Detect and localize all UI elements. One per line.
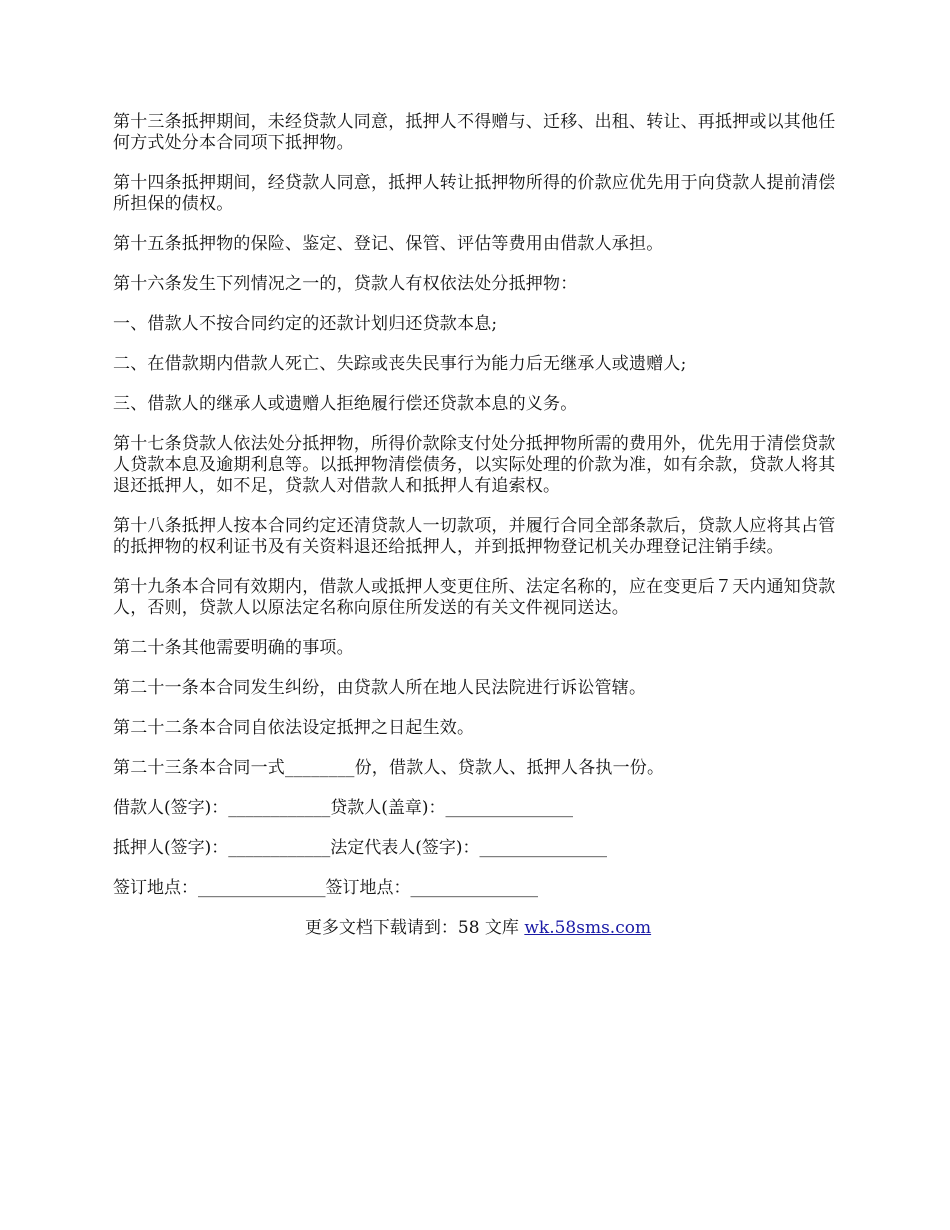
clause-15: 第十五条抵押物的保险、鉴定、登记、保管、评估等费用由借款人承担。 <box>113 234 664 254</box>
clause-16: 第十六条发生下列情况之一的，贷款人有权依法处分抵押物： <box>113 274 578 294</box>
clause-20: 第二十条其他需要明确的事项。 <box>113 638 354 658</box>
document-body <box>113 112 843 939</box>
clause-13: 第十三条抵押期间，未经贷款人同意，抵押人不得赠与、迁移、出租、转让、再抵押或以其他任何方式处分本合同项下抵押物。 <box>113 112 836 153</box>
footer-text: 更多文档下载请到：58 文库 <box>304 918 525 938</box>
clause-19: 第十九条本合同有效期内，借款人或抵押人变更住所、法定名称的，应在变更后７天内通知贷款人，否则，贷款人以原法定名称向原住所发送的有关文件视同送达。 <box>113 577 836 618</box>
clause-22: 第二十二条本合同自依法设定抵押之日起生效。 <box>113 718 475 738</box>
clause-16-item-3: 三、借款人的继承人或遗赠人拒绝履行偿还贷款本息的义务。 <box>113 394 578 414</box>
signature-borrower-lender: 借款人(签字)：____________贷款人(盖章)：_______________ <box>113 798 574 818</box>
clause-17: 第十七条贷款人依法处分抵押物，所得价款除支付处分抵押物所需的费用外，优先用于清偿贷款人贷款本息及逾期利息等。以抵押物清偿债务，以实际处理的价款为准，如有余款，贷款人将其退还抵押人，如不足，贷款人对借款人和抵押人有追索权。 <box>113 434 836 496</box>
clause-23: 第二十三条本合同一式________份，借款人、贷款人、抵押人各执一份。 <box>113 758 665 778</box>
signature-mortgagor-representative: 抵押人(签字)：____________法定代表人(签字)：_______________ <box>113 838 608 858</box>
clause-21: 第二十一条本合同发生纠纷，由贷款人所在地人民法院进行诉讼管辖。 <box>113 678 647 698</box>
clause-18: 第十八条抵押人按本合同约定还清贷款人一切款项，并履行合同全部条款后，贷款人应将其占管的抵押物的权利证书及有关资料退还给抵押人，并到抵押物登记机关办理登记注销手续。 <box>113 516 836 557</box>
footer-download-note <box>113 918 843 939</box>
clause-14: 第十四条抵押期间，经贷款人同意，抵押人转让抵押物所得的价款应优先用于向贷款人提前清偿所担保的债权。 <box>113 173 836 214</box>
clause-16-item-2: 二、在借款期内借款人死亡、失踪或丧失民事行为能力后无继承人或遗赠人; <box>113 354 687 374</box>
clause-16-item-1: 一、借款人不按合同约定的还款计划归还贷款本息; <box>113 314 498 334</box>
signing-location: 签订地点：_______________签订地点：_______________ <box>113 878 538 898</box>
footer-link[interactable]: wk.58sms.com <box>524 918 652 938</box>
